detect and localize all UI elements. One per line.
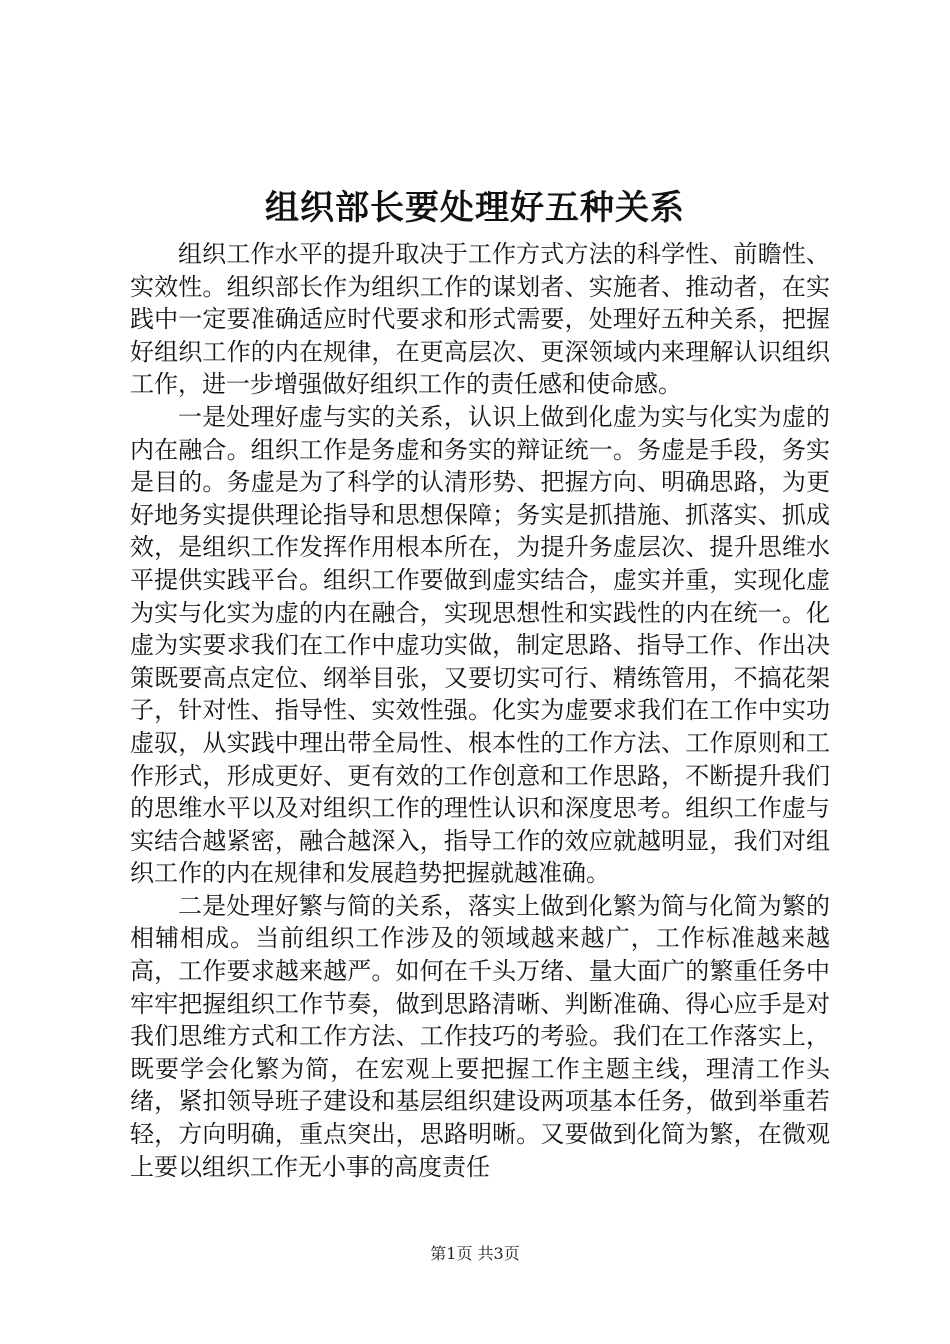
paragraph-complex-simple: 二是处理好繁与简的关系，落实上做到化繁为简与化简为繁的相辅相成。当前组织工作涉及的领域越来越广，工作标准越来越高，工作要求越来越严。如何在千头万绪、量大面广的繁重任务中牢牢把握组织工作节奏，做到思路清晰、判断准确、得心应手是对我们思维方式和工作方法、工作技巧的考验。我们在工作落实上，既要学会化繁为简，在宏观上要把握工作主题主线，理清工作头绪，紧扣领导班子建设和基层组织建设两项基本任务，做到举重若轻，方向明确，重点突出，思路明晰。又要做到化简为繁，在微观上要以组织工作无小事的高度责任 [130,891,830,1181]
paragraph-intro: 组织工作水平的提升取决于工作方式方法的科学性、前瞻性、实效性。组织部长作为组织工作的谋划者、实施者、推动者，在实践中一定要准确适应时代要求和形式需要，处理好五种关系，把握好组织工作的内在规律，在更高层次、更深领域内来理解认识组织工作，进一步增强做好组织工作的责任感和使命感。 [130,240,830,399]
document-body [130,238,830,1183]
paragraph-virtual-real: 一是处理好虚与实的关系，认识上做到化虚为实与化实为虚的内在融合。组织工作是务虚和务实的辩证统一。务虚是手段，务实是目的。务虚是为了科学的认清形势、把握方向、明确思路，为更好地务实提供理论指导和思想保障；务实是抓措施、抓落实、抓成效，是组织工作发挥作用根本所在，为提升务虚层次、提升思维水平提供实践平台。组织工作要做到虚实结合，虚实并重，实现化虚为实与化实为虚的内在融合，实现思想性和实践性的内在统一。化虚为实要求我们在工作中虚功实做，制定思路、指导工作、作出决策既要高点定位、纲举目张，又要切实可行、精练管用，不搞花架子，针对性、指导性、实效性强。化实为虚要求我们在工作中实功虚驭，从实践中理出带全局性、根本性的工作方法、工作原则和工作形式，形成更好、更有效的工作创意和工作思路，不断提升我们的思维水平以及对组织工作的理性认识和深度思考。组织工作虚与实结合越紧密，融合越深入，指导工作的效应就越明显，我们对组织工作的内在规律和发展趋势把握就越准确。 [130,402,830,888]
page-number-footer: 第1页 共3页 [430,1244,520,1263]
document-title: 组织部长要处理好五种关系 [265,188,685,228]
